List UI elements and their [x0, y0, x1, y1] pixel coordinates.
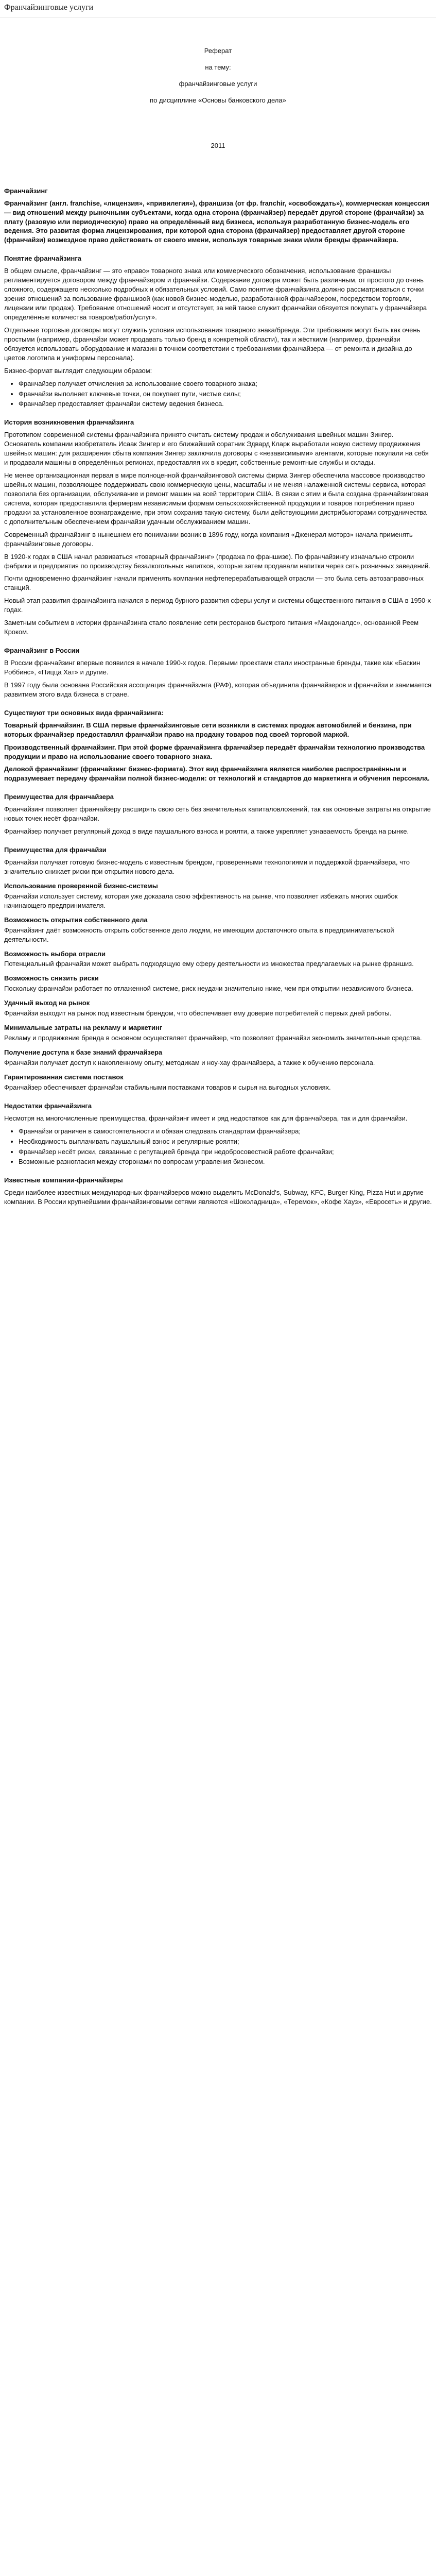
subsection-paragraph: Поскольку франчайзи работает по отлаженной системе, риск неудачи значительно ниже, чем при открытии независимого бизнеса. [4, 985, 413, 993]
section-paragraph: Современный франчайзинг в нынешнем его понимании возник в 1896 году, когда компания «Дженерал моторз» начала применять франчайзинговые договоры. [4, 530, 413, 548]
list-item: • Франчайзи выполняет ключевые точки, он покупает пути, чистые силы; [19, 389, 432, 399]
subsection-heading: Получение доступа к базе знаний франчайзера [4, 1048, 163, 1056]
cover-line-subject: франчайзинговые услуги [179, 79, 257, 88]
section-heading: Существуют три основных вида франчайзинга: [4, 708, 164, 717]
subsection-heading: Минимальные затраты на рекламу и маркетинг [4, 1024, 163, 1032]
section-paragraph: Франчайзинг (англ. franchise, «лицензия», «привилегия»), франшиза (от фр. franchir, «освобождать»), коммерческая концессия — вид отношений между рыночными субъектами, когда одна сторона (франчайзер) передаёт другой стороне (франчайзи) за плату (разовую или периодическую) право на определённый вид бизнеса, используя разработанную бизнес-модель его ведения. Это развитая форма лицензирования, при которой одна сторона (франчайзер) предоставляет другой стороне (франчайзи) возмездное право действовать от своего имени, используя товарные знаки и/или бренды франчайзера. [4, 199, 429, 244]
subsection-paragraph: Рекламу и продвижение бренда в основном осуществляет франчайзер, что позволяет франчайзи экономить значительные средства. [4, 1034, 422, 1042]
subsection-heading: Возможность выбора отрасли [4, 950, 106, 958]
section-paragraph: В России франчайзинг впервые появился в начале 1990-х годов. Первыми проектами стали иностранные бренды, такие как «Баскин Роббинс», «Пицца Хат» и другие. [4, 659, 421, 676]
subsection-heading: Использование проверенной бизнес-системы [4, 882, 158, 890]
bullet-list [4, 379, 432, 409]
section-paragraph: Не менее организационная первая в мире полноценной франчайзинговой системы фирма Зингер обеспечила массовое производство швейных машин, позволяющее поддерживать свою коммерческую цены, масштабы и не меняя налаженной системы сервиса, которая позволила без организации, обслуживание и ремонт машин на всей территории США. В связи с этим и была создана франчайзинговая система, которая предоставляла фермерам независимым формам сельскохозяйственной продукции и товаров потребления право продажи за установленное вознаграждение, при этом сохранив такую систему, были действующими дистрибьюторами сотрудничества с дополнительным обеспечением франчайзи удачным обслуживанием машин. [4, 471, 428, 526]
list-item: • Франчайзер получает отчисления за использование своего товарного знака; [19, 379, 432, 388]
list-item: • Необходимость выплачивать паушальный взнос и регулярные роялти; [19, 1137, 432, 1146]
section-paragraph: Отдельные торговые договоры могут служить условия использования товарного знака/бренда. Эти требования могут быть как очень простыми (например, франчайзи может продавать только бренд в конкретной области), так и жёсткими (например, франчайзи обязуется использовать оборудование и магазин в точном соответствии с требованиями франчайзера — от ремонта и дизайна до цветов логотипа и униформы персонала). [4, 326, 421, 362]
subsection-heading: Гарантированная система поставок [4, 1073, 124, 1081]
document-page [0, 0, 436, 1246]
cover-year: 2011 [211, 141, 225, 149]
section-heading: Известные компании-франчайзеры [4, 1176, 123, 1184]
section-paragraph: Несмотря на многочисленные преимущества, франчайзинг имеет и ряд недостатков как для франчайзера, так и для франчайзи. [4, 1114, 408, 1122]
section-paragraph: Новый этап развития франчайзинга начался в период бурного развития сферы услуг и системы общественного питания в США в 1950-х годах. [4, 597, 431, 614]
section-paragraph: В общем смысле, франчайзинг — это «право» товарного знака или коммерческого обозначения, использование франшизы регламентируется договором между франчайзером и франчайзи. Содержание договора может быть различным, от простого до очень сложного, содержащего несколько подробных и обязательных условий. Само понятие франчайзинга должно рассматриваться с точки зрения отношений за пользование франшизой (как новой бизнес-моделью, разработанной франчайзером, посредством торговли, лицензии или продаж). Требование отношений носит и отсутствует, за ней также служит франчайзи обязуется покупать у франчайзера определённые количества товаров/работ/услуг». [4, 267, 427, 321]
section-paragraph: Среди наиболее известных международных франчайзеров можно выделить McDonald's, Subway, KFC, Burger King, Pizza Hut и другие компании. В России крупнейшими франчайзинговыми сетями являются «Шоколадница», «Теремок», «Кофе Хауз», «Евросеть» и другие. [4, 1189, 432, 1206]
section-paragraph: Бизнес-формат выглядит следующим образом: [4, 366, 152, 375]
section-heading: Понятие франчайзинга [4, 255, 82, 263]
subsection-paragraph: Франчайзер обеспечивает франчайзи стабильными поставками товаров и сырья на выгодных условиях. [4, 1083, 331, 1091]
cover-line-discipline: по дисциплине «Основы банковского дела» [150, 96, 286, 104]
section-heading: Недостатки франчайзинга [4, 1101, 92, 1110]
document-title: Франчайзинговые услуги [4, 3, 94, 12]
subsection-paragraph: Франчайзи использует систему, которая уже доказала свою эффективность на рынке, что позволяет избежать многих ошибок начинающего предпринимателя. [4, 892, 398, 909]
section-paragraph: Прототипом современной системы франчайзинга принято считать систему продаж и обслуживания швейных машин Зингер. Основатель компании изобретатель Исаак Зингер и его ближайший соратник Эдвард Кларк выработали новую систему продвижения швейных машин: для расширения сбыта компания Зингер заключила договоры с «независимыми» агентами, которые покупали на себя и продавали машины в определённых регионах, предоставляя их в кредит, собственные ремонтные службы и склады. [4, 431, 429, 467]
section-paragraph: Почти одновременно франчайзинг начали применять компании нефтеперерабатывающей отрасли — это была сеть автозаправочных станций. [4, 574, 424, 592]
section-paragraph: Франчайзер получает регулярный доход в виде паушального взноса и роялти, а также укрепляет узнаваемость бренда на рынке. [4, 827, 409, 836]
section-heading: Франчайзинг в России [4, 647, 80, 655]
subsection-heading: Возможность открытия собственного дела [4, 916, 148, 924]
subsection-paragraph: Франчайзи выходит на рынок под известным брендом, что обеспечивает ему доверие потребителей с первых дней работы. [4, 1009, 392, 1018]
subsection-paragraph: Франчайзи получает доступ к накопленному опыту, методикам и ноу-хау франчайзера, а также к обучению персонала. [4, 1058, 375, 1066]
bullet-list [4, 1127, 432, 1167]
section-paragraph: Товарный франчайзинг. В США первые франчайзинговые сети возникли в системах продаж автомобилей и бензина, при которых франчайзер предоставлял франчайзи право на продажу товаров под своей торговой маркой. [4, 721, 412, 738]
list-item: • Франчайзер несёт риски, связанные с репутацией бренда при недобросовестной работе франчайзи; [19, 1147, 432, 1157]
section-heading: Франчайзинг [4, 187, 48, 195]
subsection-heading: Удачный выход на рынок [4, 999, 90, 1007]
document-header [0, 0, 436, 18]
subsection-paragraph: Франчайзинг даёт возможность открыть собственное дело людям, не имеющим достаточного опыта в предпринимательской деятельности. [4, 926, 394, 943]
cover-line-essay: Реферат [204, 47, 232, 55]
section-heading: История возникновения франчайзинга [4, 418, 134, 427]
section-paragraph: Заметным событием в истории франчайзинга стало появление сети ресторанов быстрого питания «Макдоналдс», основанной Реем Кроком. [4, 619, 419, 636]
section-paragraph: Производственный франчайзинг. При этой форме франчайзинга франчайзер передаёт франчайзи технологию производства продукции и право на использование своего товарного знака. [4, 743, 425, 760]
list-item: • Франчайзи ограничен в самостоятельности и обязан следовать стандартам франчайзера; [19, 1127, 432, 1136]
list-item: • Возможные разногласия между сторонами по вопросам управления бизнесом. [19, 1157, 432, 1166]
cover-block [0, 18, 436, 150]
section-paragraph: Франчайзинг позволяет франчайзеру расширять свою сеть без значительных капиталовложений, так как основные затраты на открытие новых точек несёт франчайзи. [4, 805, 431, 823]
section-paragraph: Франчайзи получает готовую бизнес-модель с известным брендом, проверенными технологиями и поддержкой франчайзера, что значительно снижает риски при открытии нового дела. [4, 858, 410, 875]
section-heading: Преимущества для франчайзера [4, 793, 114, 801]
subsection-paragraph: Потенциальный франчайзи может выбрать подходящую ему сферу деятельности из множества предлагаемых на рынке франшиз. [4, 960, 414, 968]
subsection-heading: Возможность снизить риски [4, 974, 99, 982]
section-paragraph: Деловой франчайзинг (франчайзинг бизнес-формата). Этот вид франчайзинга является наиболее распространённым и подразумевает передачу франчайзи полной бизнес-модели: от технологий и стандартов до маркетинга и обучения персонала. [4, 765, 430, 783]
section-paragraph: В 1997 году была основана Российская ассоциация франчайзинга (РАФ), которая объединила франчайзеров и франчайзи и занимается развитием этого вида бизнеса в стране. [4, 681, 432, 698]
document-body [0, 187, 436, 1226]
cover-line-topic: на тему: [205, 63, 231, 71]
section-heading: Преимущества для франчайзи [4, 846, 107, 854]
section-paragraph: В 1920-х годах в США начал развиваться «товарный франчайзинг» (продажа по франшизе). По франчайзингу изначально строили фабрики и предприятия по производству безалкогольных напитков, которые затем продавали напитки через сеть розничных заведений. [4, 552, 430, 570]
list-item: • Франчайзер предоставляет франчайзи систему ведения бизнеса. [19, 399, 432, 409]
